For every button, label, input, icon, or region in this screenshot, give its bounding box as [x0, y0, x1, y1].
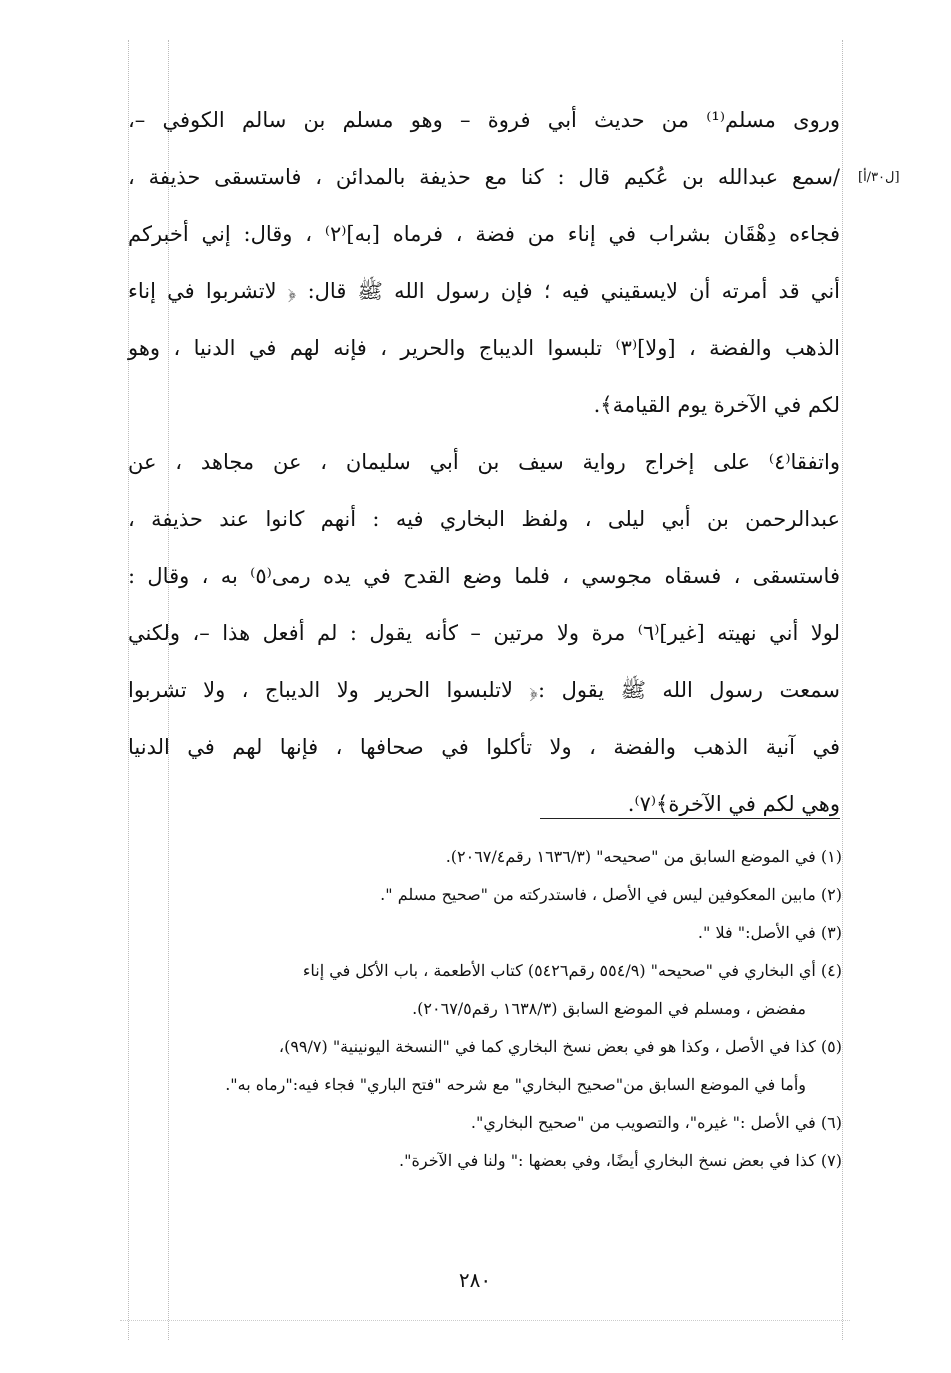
page-number: ٢٨٠	[458, 1268, 492, 1292]
text-line: واتفقا⁽٤⁾ على إخراج رواية سيف بن أبي سليمان ، عن مجاهد ، عن	[128, 450, 840, 474]
footnote: (١) في الموضع السابق من "صحيحه" (١٦٣٦/٣ رقم٢٠٦٧/٤).	[445, 847, 842, 866]
footnote: (٧) كذا في بعض نسخ البخاري أيضًا، وفي بعضها :" ولنا في الآخرة".	[399, 1151, 842, 1170]
text-line: سمعت رسول الله ﷺ يقول :﴿ لاتلبسوا الحرير ولا الديباج ، ولا تشربوا	[128, 678, 840, 702]
text-line: الذهب والفضة ، [ولا]⁽٣⁾ تلبسوا الديباج والحرير ، فإنه لهم في الدنيا ، وهو	[128, 336, 840, 360]
footnote: (٦) في الأصل :" غيره"، والتصويب من "صحيح البخاري".	[470, 1113, 842, 1132]
text-line: عبدالرحمن بن أبي ليلى ، ولفظ البخاري فيه : أنهم كانوا عند حذيفة ،	[128, 507, 840, 531]
scan-guide-bottom	[120, 1320, 850, 1321]
text-line: لكم في الآخرة يوم القيامة﴾.	[593, 393, 840, 417]
footnote-separator	[540, 818, 840, 819]
footnote: (٣) في الأصل:" فلا ".	[697, 923, 842, 942]
footnote-continuation: وأما في الموضع السابق من"صحيح البخاري" مع شرحه "فتح الباري" فجاء فيه:"رماه به".	[225, 1075, 806, 1094]
text-line: وروى مسلم⁽¹⁾ من حديث أبي فروة – وهو مسلم بن سالم الكوفي –،	[128, 108, 840, 132]
margin-folio-note: [ل٣٠/أ]	[858, 170, 900, 185]
footnote: (٥) كذا في الأصل ، وكذا هو في بعض نسخ البخاري كما في "النسخة اليونينية" (٩٩/٧)،	[278, 1037, 842, 1056]
text-line: أني قد أمرته أن لايسقيني فيه ؛ فإن رسول الله ﷺ قال: ﴿ لاتشربوا في إناء	[128, 279, 840, 303]
footnote: (٤) أي البخاري في "صحيحه" (٥٥٤/٩ رقم٥٤٢٦) كتاب الأطعمة ، باب الأكل في إناء	[302, 961, 842, 980]
footnote-continuation: مفضض ، ومسلم في الموضع السابق (١٦٣٨/٣ رقم٢٠٦٧/٥).	[412, 999, 806, 1018]
main-text-body	[128, 100, 840, 841]
text-line: لولا أني نهيته [غير]⁽٦⁾ مرة ولا مرتين – كأنه يقول : لم أفعل هذا –، ولكني	[128, 621, 840, 645]
text-line: فاستسقى ، فسقاه مجوسي ، فلما وضع القدح في يده رمى⁽٥⁾ به ، وقال :	[128, 564, 840, 588]
text-line: في آنية الذهب والفضة ، ولا تأكلوا في صحافها ، فإنها لهم في الدنيا	[128, 735, 840, 759]
scan-guide-right	[842, 40, 843, 1340]
text-line: وهي لكم في الآخرة﴾⁽٧⁾.	[627, 792, 840, 816]
footnote: (٢) مابين المعكوفين ليس في الأصل ، فاستدركته من "صحيح مسلم ".	[380, 885, 842, 904]
text-line: /سمع عبدالله بن عُكيم قال : كنا مع حذيفة بالمدائن ، فاستسقى حذيفة ،	[128, 165, 840, 189]
footnotes	[120, 842, 842, 1184]
text-line: فجاءه دِهْقَان بشراب في إناء من فضة ، فرماه [به]⁽٢⁾ ، وقال: إني أخبركم	[128, 222, 840, 246]
